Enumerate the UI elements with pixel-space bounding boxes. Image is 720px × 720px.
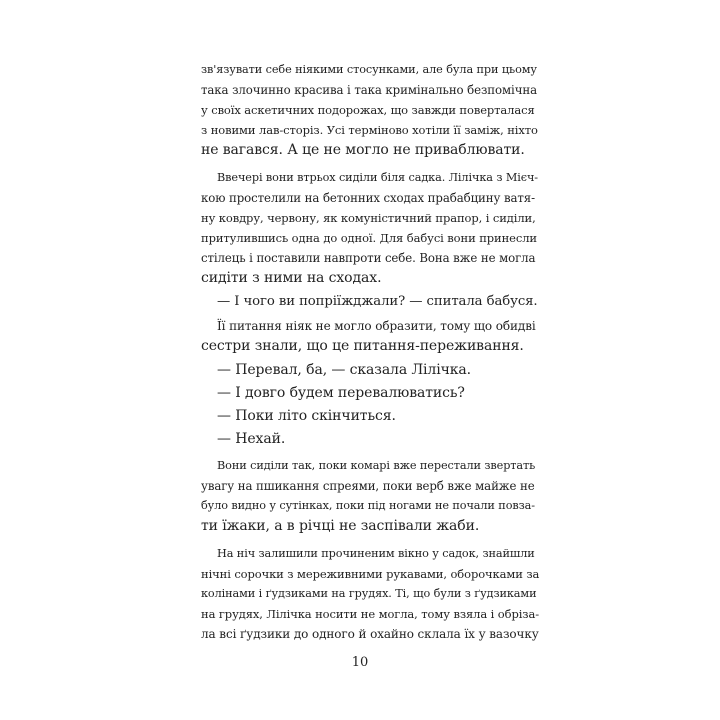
text-line: Її питання ніяк не могло образити, тому що обидві — [217, 319, 536, 333]
page-number: 10 — [351, 655, 369, 670]
text-line: на грудях, Лілічка носити не могла, тому взяла і обріза- — [201, 607, 539, 621]
text-line: ну ковдру, червону, як комуністичний прапор, і сиділи, — [201, 211, 536, 225]
text-line: з новими лав-сторіз. Усі терміново хотіли її заміж, ніхто — [201, 123, 538, 137]
text-line: Вони сиділи так, поки комарі вже перестали звертать — [217, 459, 536, 472]
text-line: кою простелили на бетонних сходах прабабцину ватя- — [201, 191, 535, 205]
text-line: колінами і ґудзиками на грудях. Ті, що були з ґудзиками — [201, 587, 537, 600]
text-line: увагу на пшикання спреями, поки верб вже майже не — [201, 479, 535, 493]
text-line: На ніч залишили прочиненим вікно у садок, знайшли — [217, 547, 535, 560]
text-line: притулившись одна до одної. Для бабусі вони принесли — [201, 231, 537, 245]
text-line: — Перевал, ба, — сказала Лілічка. — [217, 362, 471, 378]
text-line: ти їжаки, а в річці не заспівали жаби. — [201, 518, 480, 534]
text-line: сестри знали, що це питання-переживання. — [201, 338, 524, 354]
text-line: нічні сорочки з мереживними рукавами, оборочками за — [201, 567, 540, 581]
text-line: у своїх аскетичних подорожах, що завжди поверталася — [201, 103, 535, 117]
text-line: не вагався. А це не могло не приваблювати. — [201, 142, 525, 158]
text-line: сидіти з ними на сходах. — [201, 270, 382, 286]
text-line: ла всі ґудзики до одного й охайно склала їх у вазочку — [201, 627, 539, 641]
text-line: — Поки літо скінчиться. — [217, 408, 396, 424]
text-line: Ввечері вони втрьох сиділи біля садка. Лілічка з Мієч- — [217, 171, 538, 184]
text-line: зв'язувати себе ніякими стосунками, але була при цьому — [201, 63, 537, 76]
text-line: — Нехай. — [217, 431, 286, 447]
text-line: стілець і поставили навпроти себе. Вона вже не могла — [201, 251, 536, 265]
text-line: така злочинно красива і така кримінально безпомічна — [201, 83, 538, 97]
text-line: — І чого ви попріїжджали? — спитала бабуся. — [217, 294, 538, 309]
text-line: — І довго будем перевалюватись? — [217, 385, 465, 401]
text-line: було видно у сутінках, поки під ногами не почали повза- — [201, 499, 535, 512]
